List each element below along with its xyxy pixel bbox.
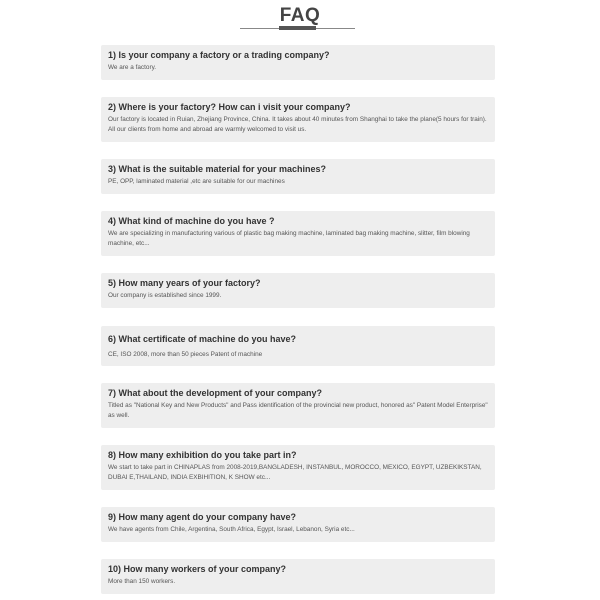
faq-question: 6) What certificate of machine do you have?: [108, 334, 297, 344]
faq-item: [101, 326, 495, 366]
faq-question: 4) What kind of machine do you have ?: [108, 216, 275, 226]
faq-item: [101, 273, 495, 308]
faq-item: [101, 97, 495, 142]
faq-answer: Our company is established since 1999.: [108, 292, 222, 299]
faq-answer: PE, OPP, laminated material ,etc are suitable for our machines: [108, 178, 285, 185]
faq-item: [101, 445, 495, 490]
faq-question: 5) How many years of your factory?: [108, 278, 261, 288]
title-underline-accent: [279, 26, 316, 30]
faq-question: 2) Where is your factory? How can i visit your company?: [108, 102, 351, 112]
faq-question: 8) How many exhibition do you take part in?: [108, 450, 297, 460]
faq-item: [101, 159, 495, 194]
faq-answer: Our factory is located in Ruian, Zhejiang Province, China. It takes about 40 minutes from Shanghai to take the plane(5 hours for train). All our clients from home and abroad are warmly welcomed to visit us.: [108, 116, 487, 133]
page-title: FAQ: [279, 5, 321, 26]
faq-question: 10) How many workers of your company?: [108, 564, 287, 574]
faq-item: [101, 507, 495, 542]
faq-answer: We are specializing in manufacturing various of plastic bag making machine, laminated bag making machine, slitter, film blowing machine, etc...: [108, 230, 470, 247]
faq-answer: CE, ISO 2008, more than 50 pieces Patent of machine: [108, 351, 263, 358]
faq-answer: Titled as "National Key and New Products" and Pass identification of the provincial new product, honored as" Patent Model Enterprise" as well.: [108, 402, 488, 419]
faq-answer: We are a factory.: [108, 64, 157, 71]
faq-item: [101, 559, 495, 594]
faq-question: 9) How many agent do your company have?: [108, 512, 297, 522]
faq-answer: More than 150 workers.: [108, 578, 176, 585]
faq-item: [101, 45, 495, 80]
faq-answer: We have agents from Chile, Argentina, South Africa, Egypt, Israel, Lebanon, Syria etc...: [108, 526, 355, 533]
faq-question: 3) What is the suitable material for your machines?: [108, 164, 327, 174]
faq-item: [101, 383, 495, 428]
faq-question: 1) Is your company a factory or a trading company?: [108, 50, 330, 60]
faq-question: 7) What about the development of your company?: [108, 388, 323, 398]
faq-item: [101, 211, 495, 256]
faq-answer: We start to take part in CHINAPLAS from 2008-2019,BANGLADESH, INSTANBUL, MOROCCO, MEXICO, EGYPT, UZBEKIKSTAN, DUBAI E,THAILAND, INDIA EXBIHITION, K SHOW etc...: [108, 464, 482, 481]
